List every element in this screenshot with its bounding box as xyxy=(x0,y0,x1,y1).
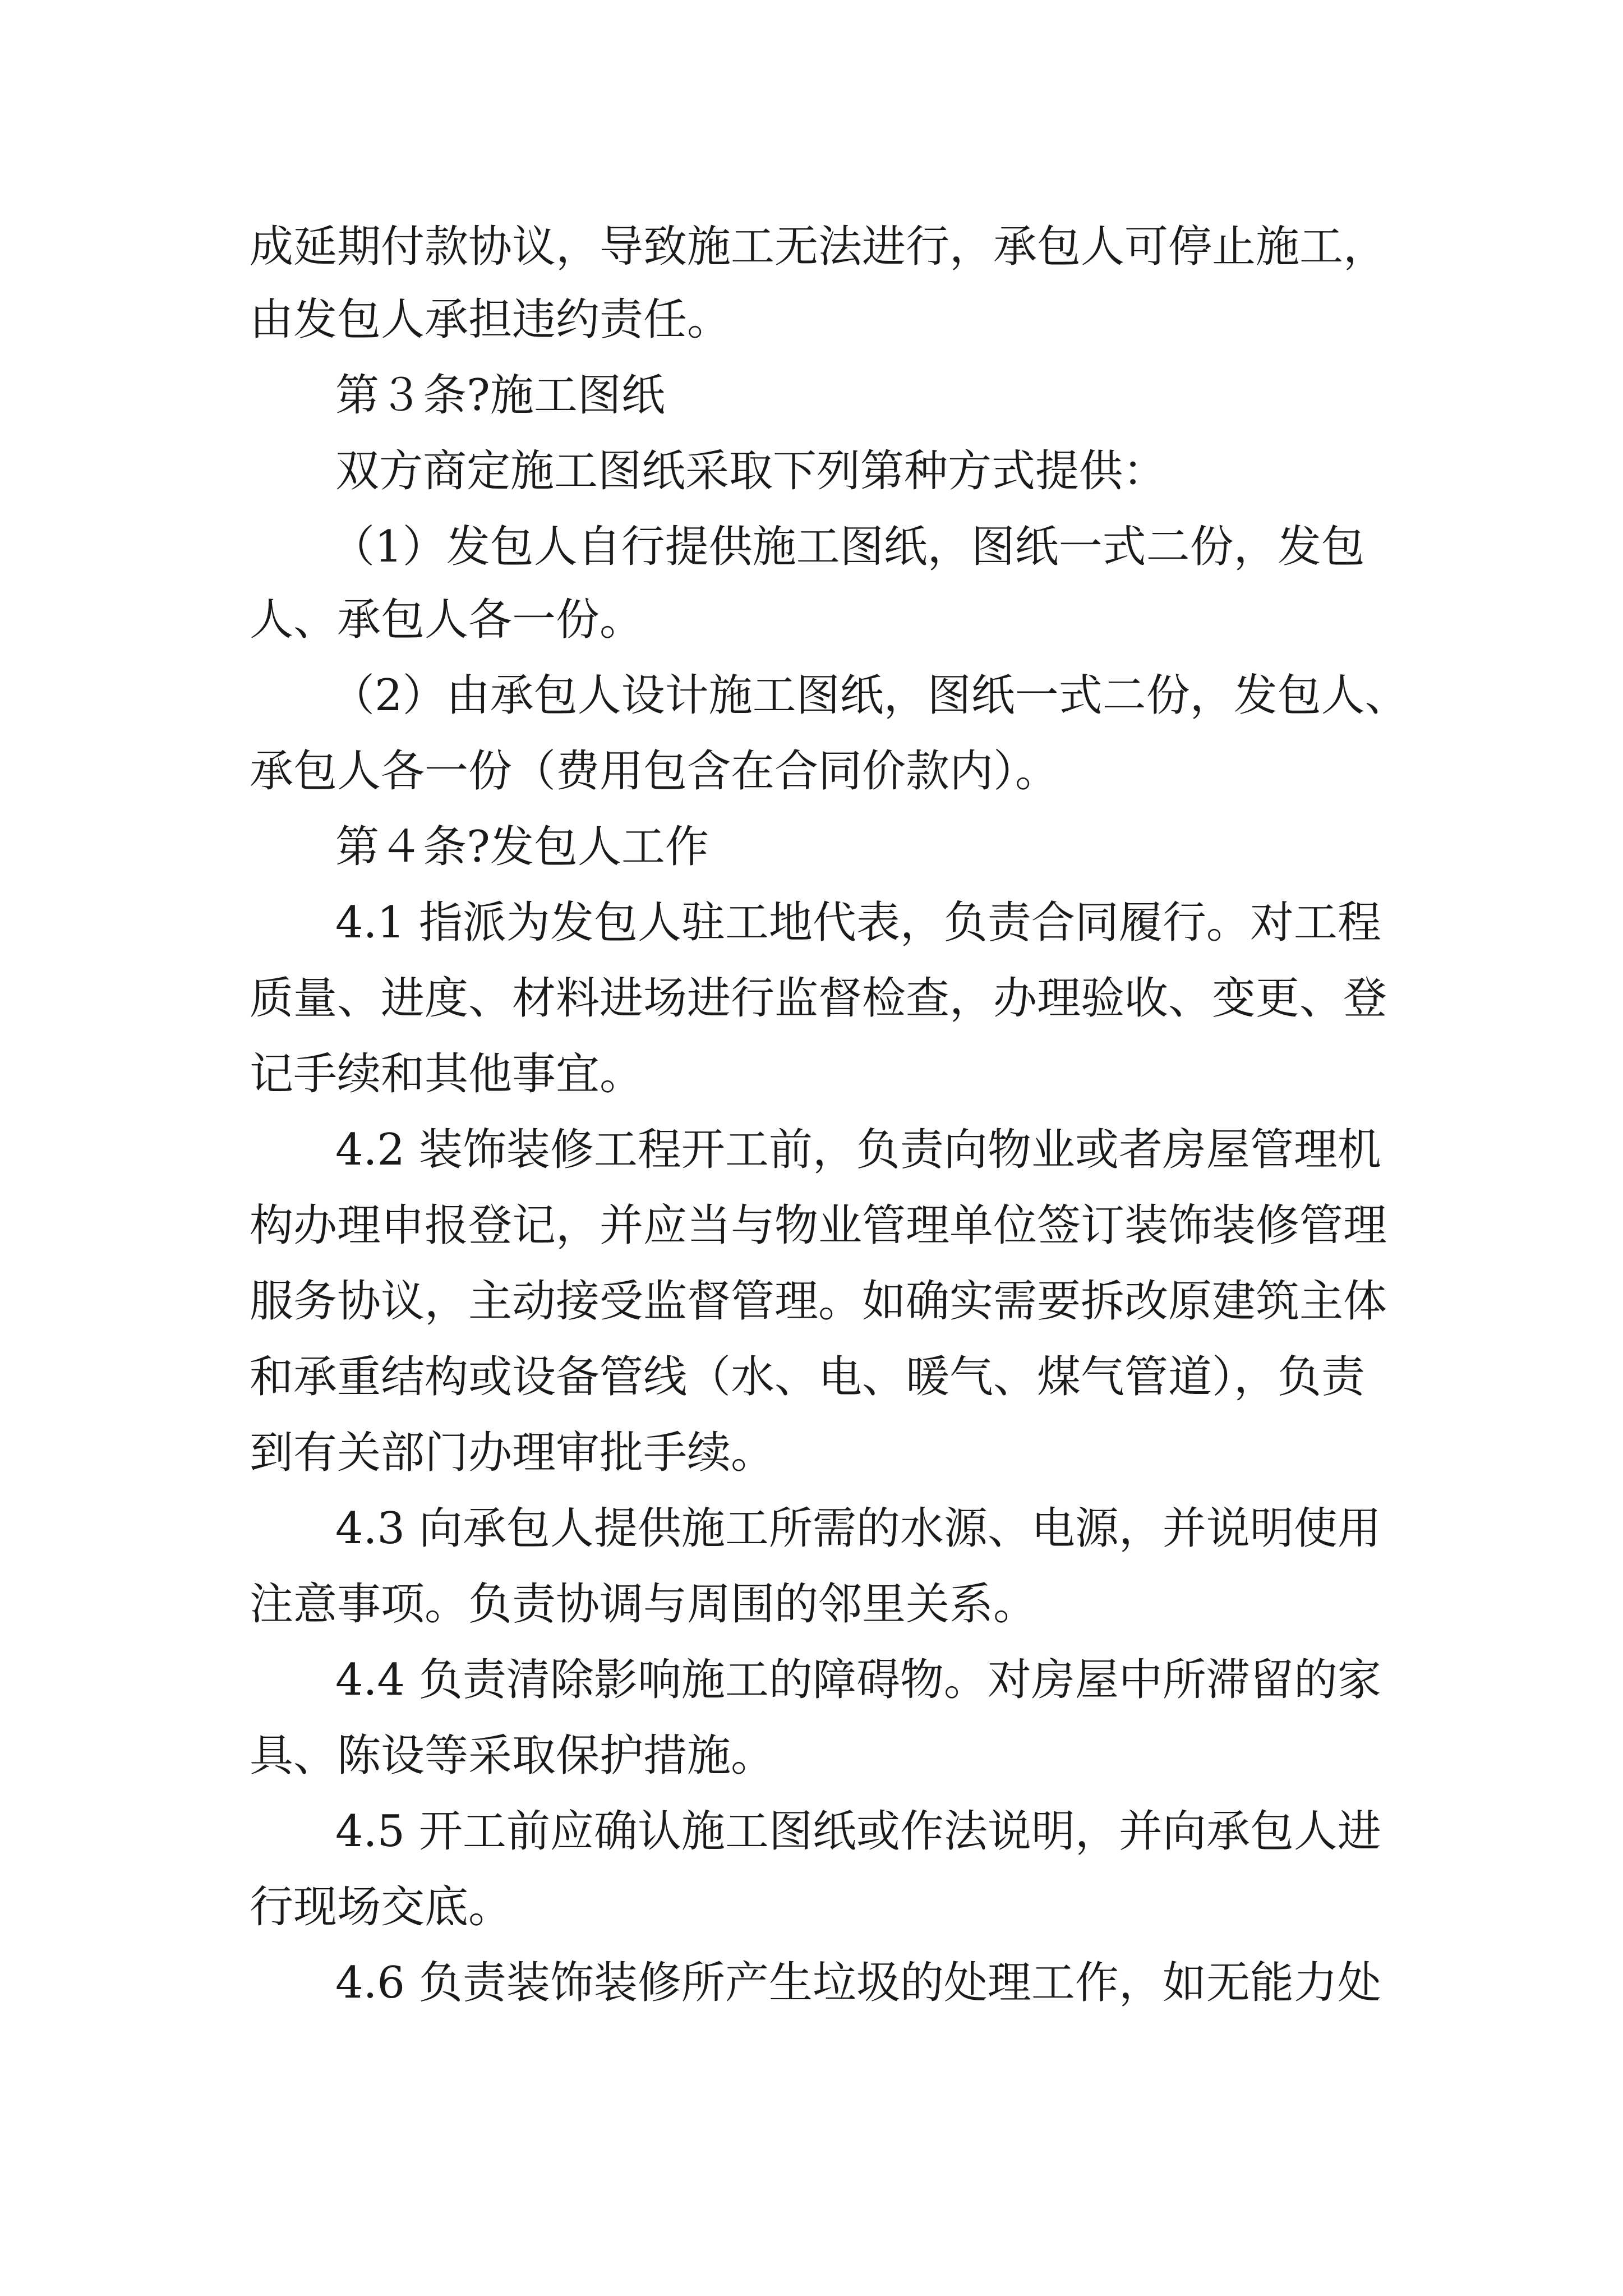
text-line: 4.2 装饰装修工程开工前，负责向物业或者房屋管理机 xyxy=(335,1125,1381,1175)
text-line: 构办理申报登记，并应当与物业管理单位签订装饰装修管理 xyxy=(250,1200,1387,1251)
text-line: 行现场交底。 xyxy=(250,1882,513,1932)
text-line: 注意事项。负责协调与周围的邻里关系。 xyxy=(250,1579,1038,1630)
section-heading: 第４条?发包人工作 xyxy=(335,822,709,872)
text-line: 具、陈设等采取保护措施。 xyxy=(250,1731,775,1781)
text-line: 到有关部门办理审批手续。 xyxy=(250,1428,775,1478)
text-line: 记手续和其他事宜。 xyxy=(250,1049,644,1099)
text-line: 4.6 负责装饰装修所产生垃圾的处理工作，如无能力处 xyxy=(335,1958,1381,2008)
text-line: 人、承包人各一份。 xyxy=(250,595,644,645)
text-line: 4.5 开工前应确认施工图纸或作法说明，并向承包人进 xyxy=(335,1806,1381,1857)
text-line: 由发包人承担违约责任。 xyxy=(250,295,731,345)
text-line: 4.4 负责清除影响施工的障碍物。对房屋中所滞留的家 xyxy=(335,1655,1381,1705)
list-item: （1）发包人自行提供施工图纸，图纸一式二份，发包 xyxy=(331,522,1365,572)
section-heading: 第３条?施工图纸 xyxy=(335,370,665,421)
text-line: 质量、进度、材料进场进行监督检查，办理验收、变更、登 xyxy=(250,973,1387,1024)
text-line: 4.1 指派为发包人驻工地代表，负责合同履行。对工程 xyxy=(335,898,1381,948)
text-line: 成延期付款协议，导致施工无法进行，承包人可停止施工， xyxy=(250,222,1387,272)
list-item: （2）由承包人设计施工图纸，图纸一式二份，发包人、 xyxy=(331,670,1409,721)
text-line: 和承重结构或设备管线（水、电、暖气、煤气管道），负责 xyxy=(250,1352,1366,1402)
text-line: 4.3 向承包人提供施工所需的水源、电源，并说明使用 xyxy=(335,1503,1381,1554)
text-line: 服务协议，主动接受监督管理。如确实需要拆改原建筑主体 xyxy=(250,1276,1387,1327)
text-line: 双方商定施工图纸采取下列第种方式提供： xyxy=(335,446,1167,496)
text-line: 承包人各一份（费用包含在合同价款内）。 xyxy=(250,746,1059,797)
